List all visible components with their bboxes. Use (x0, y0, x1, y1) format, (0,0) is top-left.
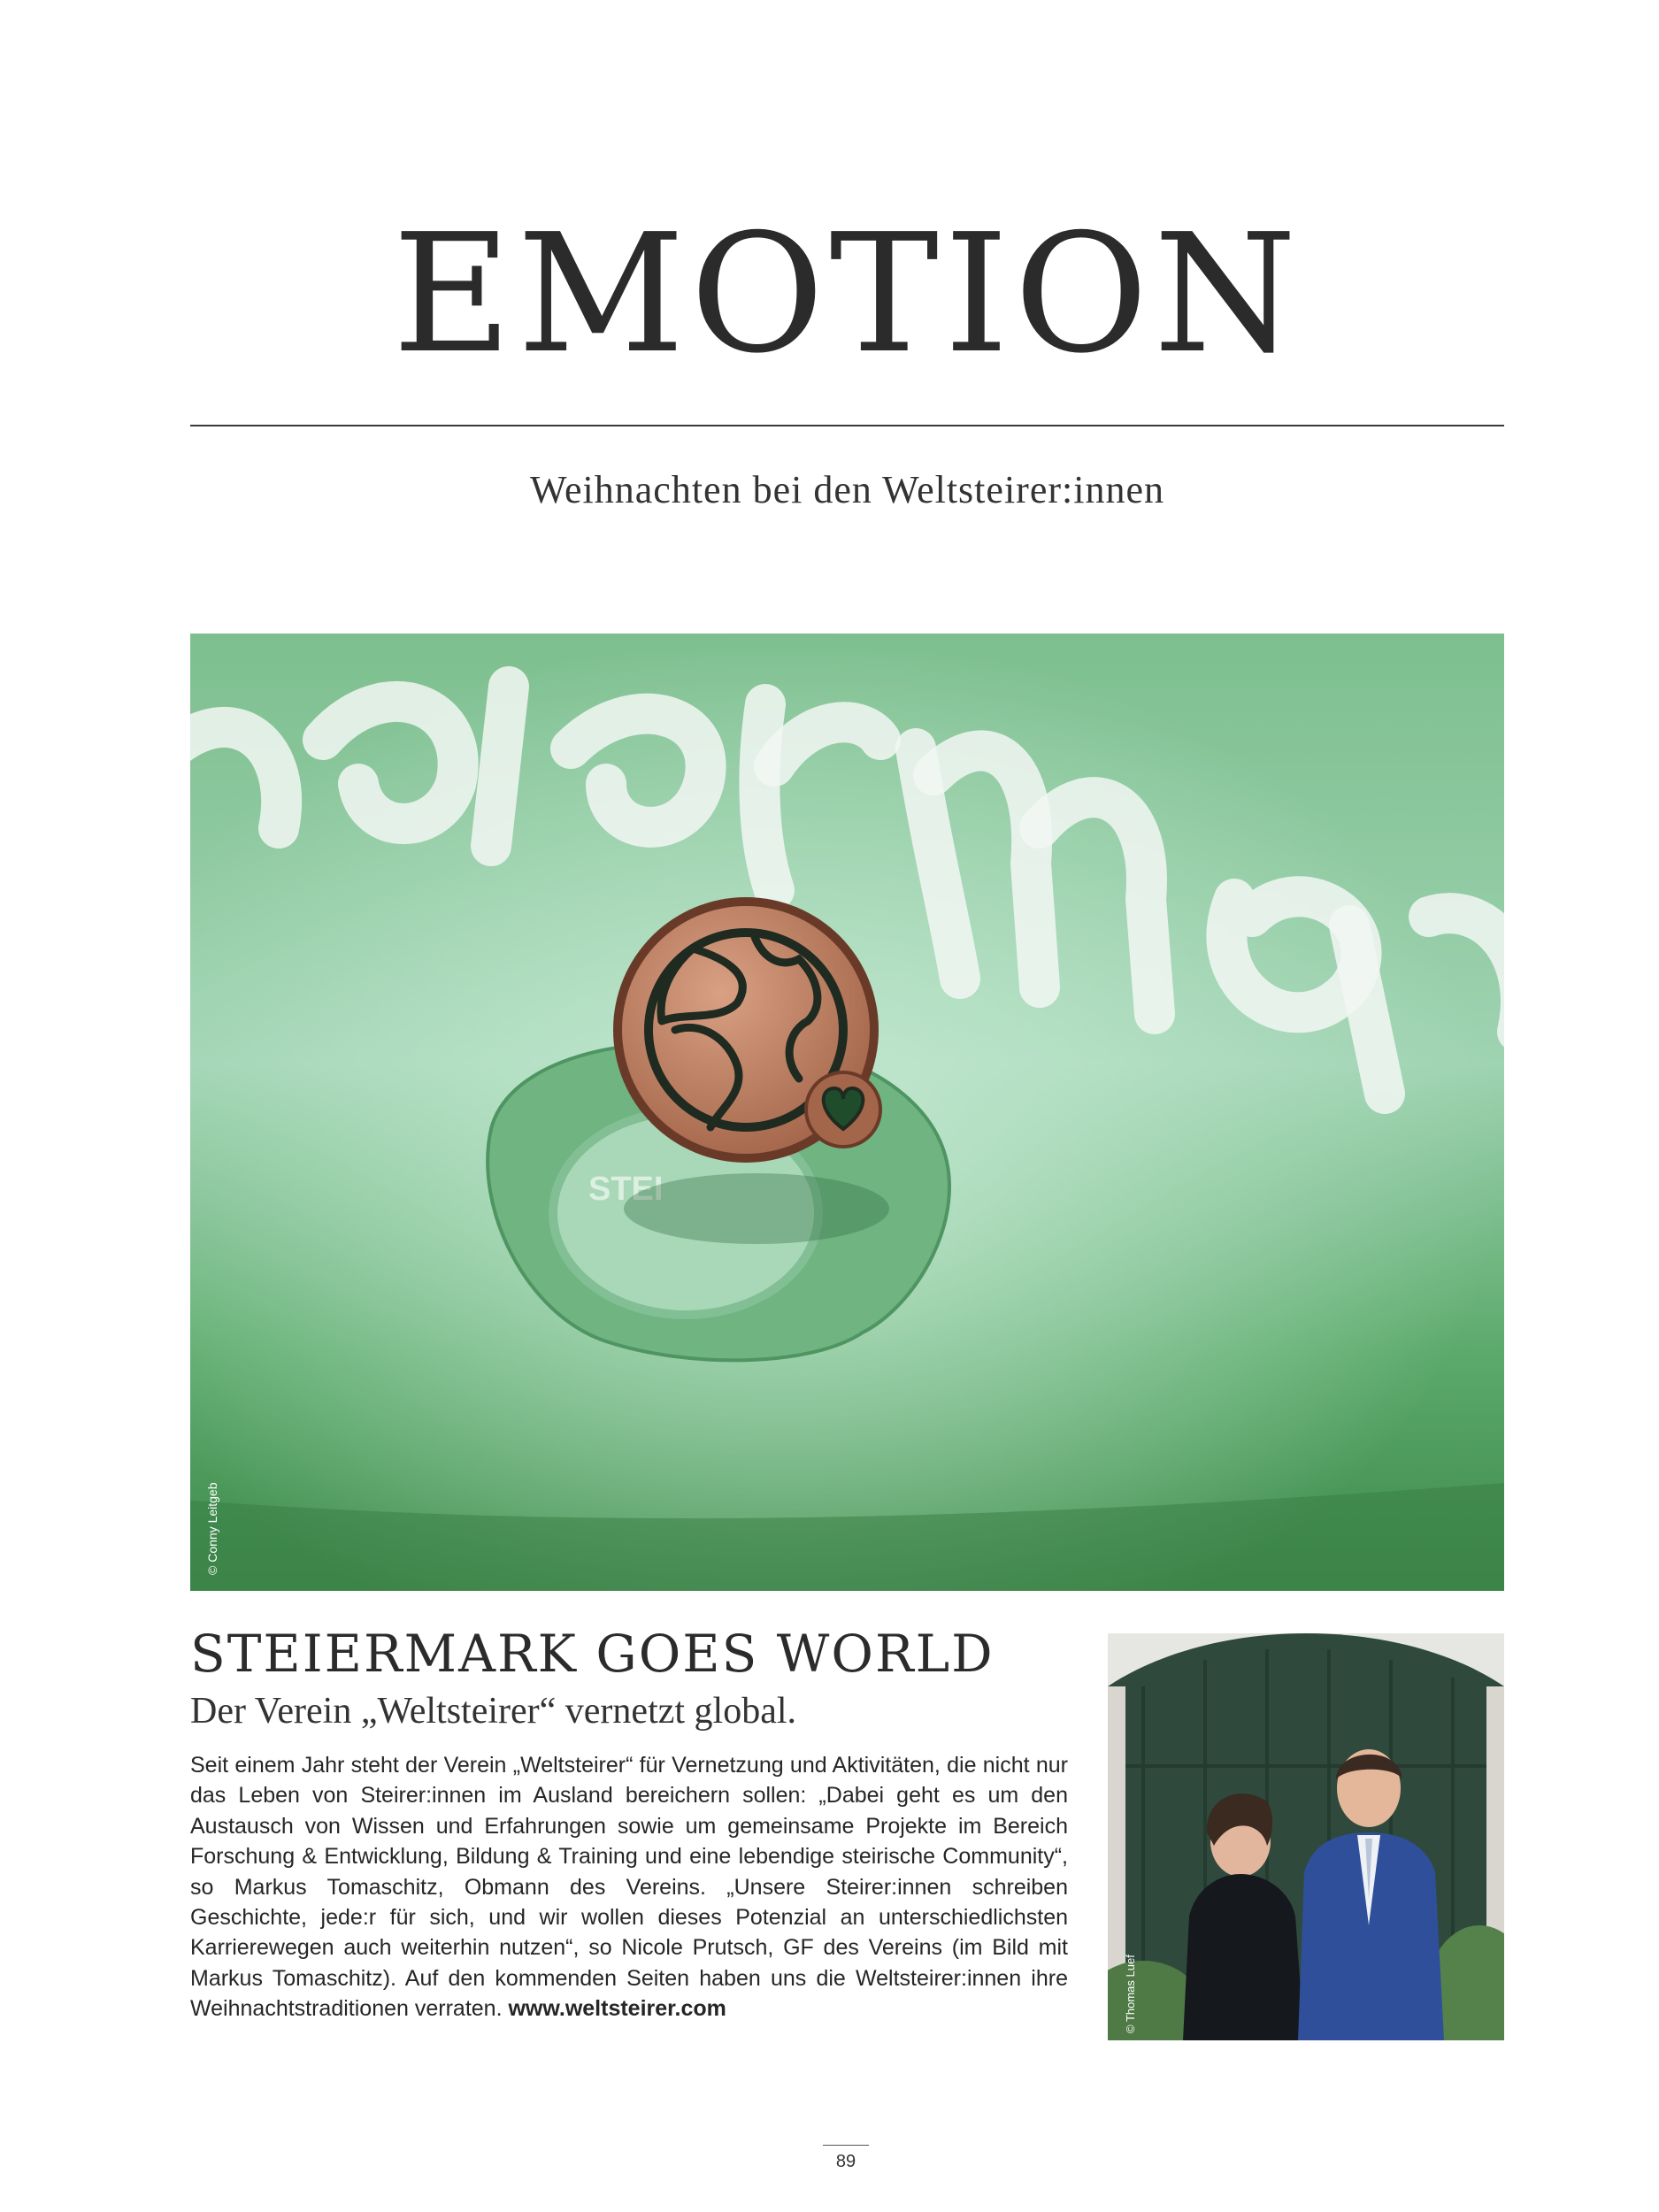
page-number: 89 (835, 2152, 856, 2171)
portrait-photo (1108, 1633, 1504, 2040)
title-divider (190, 425, 1504, 426)
portrait-illustration (1108, 1633, 1504, 2040)
article-url-link[interactable]: www.weltsteirer.com (508, 1996, 726, 2022)
section-title: EMOTION (392, 198, 1302, 389)
article-headline: STEIERMARK GOES WORLD (190, 1624, 995, 1684)
svg-text:STEI: STEI (588, 1171, 664, 1208)
section-subtitle: Weihnachten bei den Weltsteirer:innen (530, 468, 1164, 511)
article-body-text: Seit einem Jahr steht der Verein „Weltsteirer“ für Vernetzung und Aktivitäten, die nicht nur das Leben von Steirer:innen im Ausland bereichern sollen: „Dabei geht es um den Austausch von Wissen und Erfahrungen sowie um gemeinsame Projekte im Bereich Forschung & Entwicklung, Bildung & Training und eine lebendige steirische Community“, so Markus Tomaschitz, Obmann des Vereins. „Unsere Steirer:innen schreiben Geschichte, jede:r für sich, und wir wollen dieses Potenzial an unterschiedlichsten Karrierewegen auch weiterhin nutzen“, so Nicole Prutsch, GF des Vereins (im Bild mit Markus Tomaschitz). Auf den kommenden Seiten haben uns die Weltsteirer:innen ihre Weihnachtstraditionen verraten. (190, 1753, 1068, 2022)
hero-photo (190, 634, 1504, 1591)
portrait-photo-credit: © Thomas Luef (1124, 1955, 1137, 2033)
article-body (190, 1750, 1068, 2024)
article-deck: Der Verein „Weltsteirer“ vernetzt global. (190, 1691, 797, 1732)
earth-pin-illustration (190, 634, 1504, 1591)
hero-photo-credit: © Conny Leitgeb (205, 1482, 219, 1575)
page-number-rule (823, 2145, 869, 2146)
